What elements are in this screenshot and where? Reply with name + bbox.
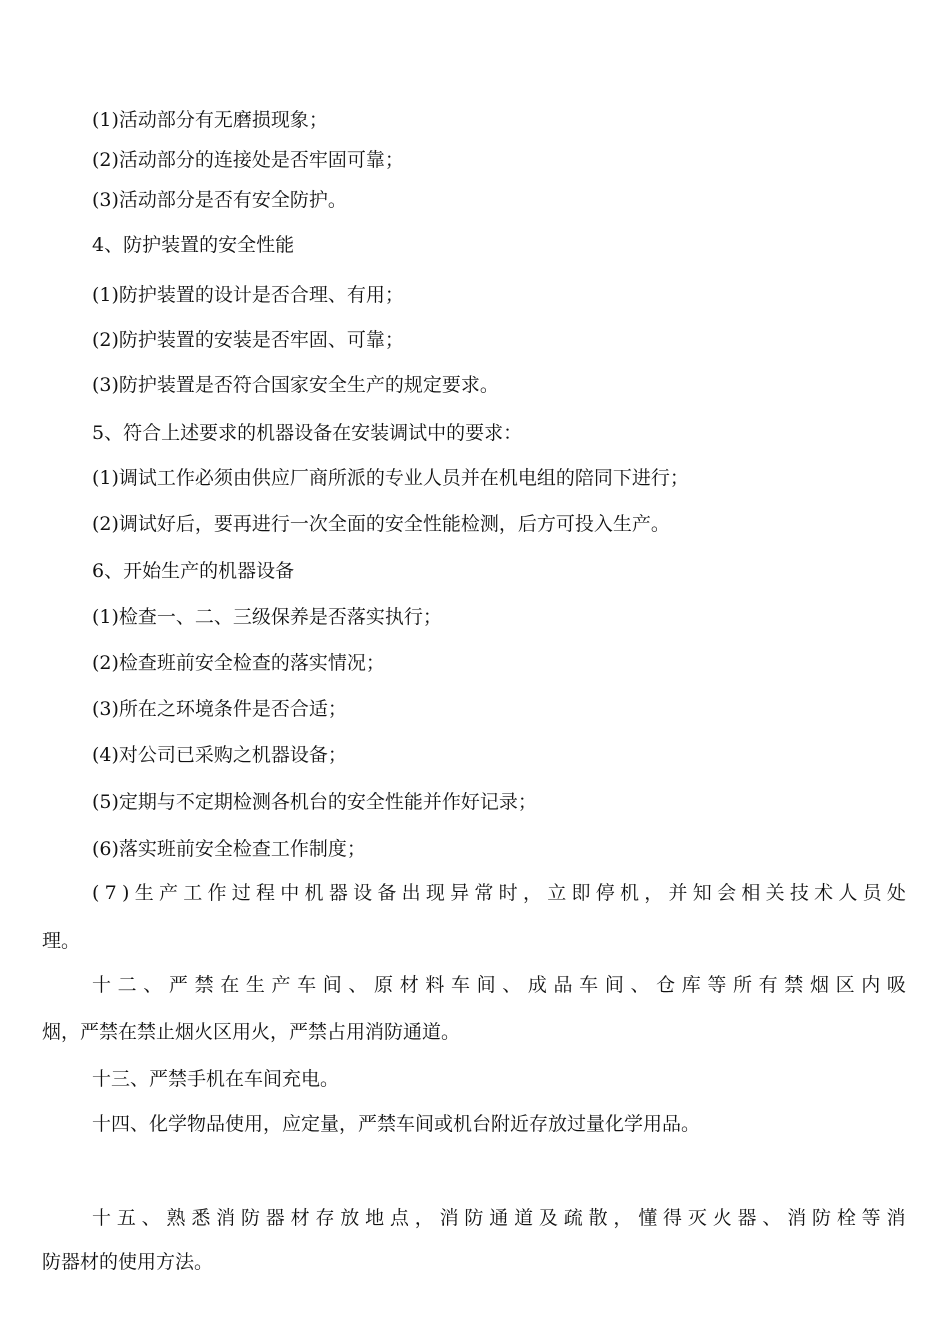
text-line-7: (3)防护装置是否符合国家安全生产的规定要求。: [92, 374, 499, 396]
text-line-3: (3)活动部分是否有安全防护。: [92, 189, 347, 211]
paragraph-15-line-2: 防器材的使用方法。: [42, 1251, 214, 1273]
section-heading-6: 6、开始生产的机器设备: [92, 560, 295, 582]
text-line-10: (2)调试好后，要再进行一次全面的安全性能检测，后方可投入生产。: [92, 513, 670, 535]
text-line-13: (2)检查班前安全检查的落实情况；: [92, 652, 385, 674]
text-line-5: (1)防护装置的设计是否合理、有用；: [92, 284, 404, 306]
text-line-2: (2)活动部分的连接处是否牢固可靠；: [92, 149, 404, 171]
paragraph-12-line-1: 十 二 、 严 禁 在 生 产 车 间 、 原 材 料 车 间 、 成 品 车 间 、 仓 库 等 所 有 禁 烟 区 内 吸: [92, 974, 906, 996]
text-line-1: (1)活动部分有无磨损现象；: [92, 109, 328, 131]
paragraph-13: 十三、严禁手机在车间充电。: [92, 1068, 340, 1090]
text-line-19: 理。: [42, 930, 81, 952]
text-line-12: (1)检查一、二、三级保养是否落实执行；: [92, 606, 442, 628]
section-heading-5: 5、符合上述要求的机器设备在安装调试中的要求：: [92, 422, 523, 444]
paragraph-12-line-2: 烟，严禁在禁止烟火区用火，严禁占用消防通道。: [42, 1021, 461, 1043]
text-line-9: (1)调试工作必须由供应厂商所派的专业人员并在机电组的陪同下进行；: [92, 467, 689, 489]
paragraph-15-line-1: 十 五 、 熟 悉 消 防 器 材 存 放 地 点 ， 消 防 通 道 及 疏 散 ， 懂 得 灭 火 器 、 消 防 栓 等 消: [92, 1207, 906, 1229]
section-heading-4: 4、防护装置的安全性能: [92, 234, 295, 256]
text-line-15: (4)对公司已采购之机器设备；: [92, 744, 347, 766]
text-line-17: (6)落实班前安全检查工作制度；: [92, 838, 366, 860]
text-line-18: ( 7 ) 生 产 工 作 过 程 中 机 器 设 备 出 现 异 常 时 ， 立 即 停 机 ， 并 知 会 相 关 技 术 人 员 处: [92, 882, 906, 904]
text-line-14: (3)所在之环境条件是否合适；: [92, 698, 347, 720]
text-line-6: (2)防护装置的安装是否牢固、可靠；: [92, 329, 404, 351]
paragraph-14: 十四、化学物品使用，应定量，严禁车间或机台附近存放过量化学用品。: [92, 1113, 701, 1135]
text-line-16: (5)定期与不定期检测各机台的安全性能并作好记录；: [92, 791, 537, 813]
